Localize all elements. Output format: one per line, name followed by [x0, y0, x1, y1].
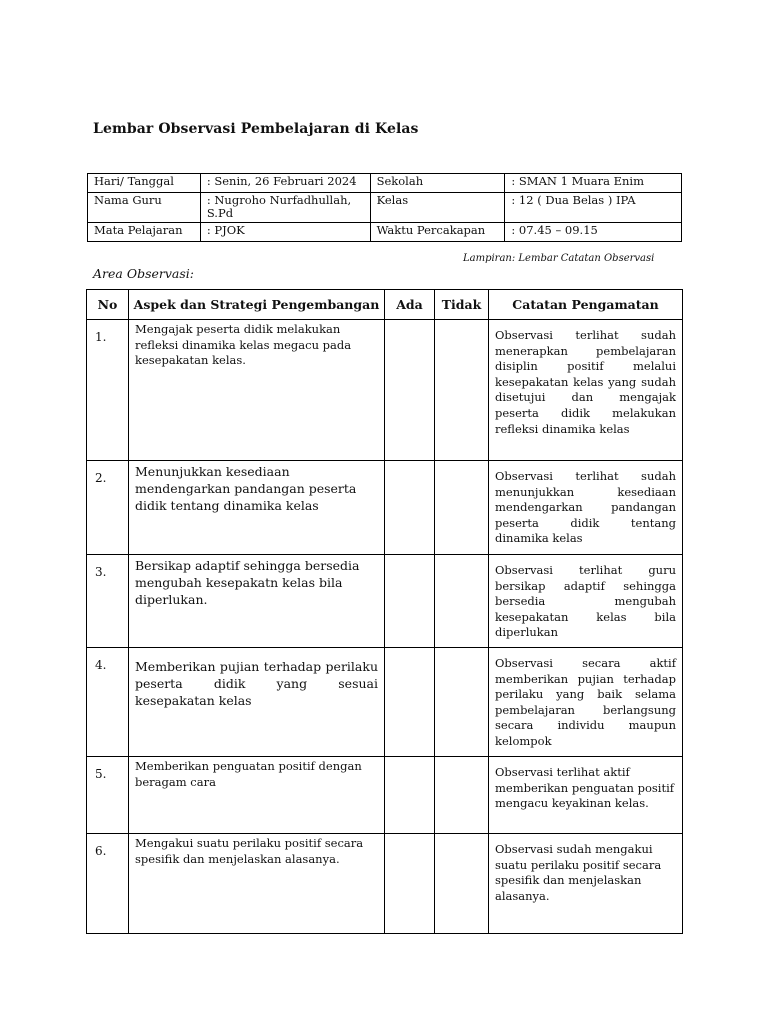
ada-checkbox-cell[interactable]	[385, 461, 435, 555]
info-value: : Senin, 26 Februari 2024	[200, 174, 370, 193]
info-row-date	[88, 174, 682, 193]
row-number: 6.	[87, 834, 129, 934]
info-label: Mata Pelajaran	[88, 223, 201, 242]
info-value: : 12 ( Dua Belas ) IPA	[505, 193, 682, 223]
ada-checkbox-cell[interactable]	[385, 555, 435, 648]
table-header-row	[87, 290, 683, 320]
tidak-checkbox-cell[interactable]	[435, 320, 489, 461]
header-tidak: Tidak	[435, 290, 489, 320]
table-row	[87, 757, 683, 834]
info-label: Nama Guru	[88, 193, 201, 223]
header-ada: Ada	[385, 290, 435, 320]
row-number: 3.	[87, 555, 129, 648]
note-cell: Observasi terlihat sudah menerapkan pembelajaran disiplin positif melalui kesepakatan kelas yang sudah disetujui dan mengajak peserta didik melakukan refleksi dinamika kelas	[489, 320, 683, 461]
aspect-cell: Menunjukkan kesediaan mendengarkan pandangan peserta didik tentang dinamika kelas	[129, 461, 385, 555]
aspect-cell: Memberikan pujian terhadap perilaku peserta didik yang sesuai kesepakatan kelas	[129, 648, 385, 757]
attachment-note: Lampiran: Lembar Catatan Observasi	[463, 253, 655, 264]
aspect-cell: Memberikan penguatan positif dengan beragam cara	[129, 757, 385, 834]
tidak-checkbox-cell[interactable]	[435, 555, 489, 648]
info-label: Sekolah	[370, 174, 505, 193]
tidak-checkbox-cell[interactable]	[435, 461, 489, 555]
info-row-teacher	[88, 193, 682, 223]
table-row	[87, 648, 683, 757]
table-row	[87, 461, 683, 555]
ada-checkbox-cell[interactable]	[385, 834, 435, 934]
note-cell: Observasi terlihat aktif memberikan penguatan positif mengacu keyakinan kelas.	[489, 757, 683, 834]
tidak-checkbox-cell[interactable]	[435, 757, 489, 834]
info-label: Hari/ Tanggal	[88, 174, 201, 193]
info-value: : Nugroho Nurfadhullah, S.Pd	[200, 193, 370, 223]
row-number: 2.	[87, 461, 129, 555]
row-number: 1.	[87, 320, 129, 461]
header-aspect: Aspek dan Strategi Pengembangan	[129, 290, 385, 320]
ada-checkbox-cell[interactable]	[385, 648, 435, 757]
table-row	[87, 320, 683, 461]
observation-table	[86, 289, 683, 934]
table-row	[87, 555, 683, 648]
info-row-subject	[88, 223, 682, 242]
info-table	[87, 173, 682, 242]
ada-checkbox-cell[interactable]	[385, 757, 435, 834]
row-number: 5.	[87, 757, 129, 834]
area-label: Area Observasi:	[93, 266, 195, 281]
row-number: 4.	[87, 648, 129, 757]
aspect-cell: Mengakui suatu perilaku positif secara spesifik dan menjelaskan alasanya.	[129, 834, 385, 934]
info-value: : SMAN 1 Muara Enim	[505, 174, 682, 193]
note-cell: Observasi secara aktif memberikan pujian terhadap perilaku yang baik selama pembelajaran berlangsung secara individu maupun kelompok	[489, 648, 683, 757]
ada-checkbox-cell[interactable]	[385, 320, 435, 461]
header-notes: Catatan Pengamatan	[489, 290, 683, 320]
info-value: : 07.45 – 09.15	[505, 223, 682, 242]
table-row	[87, 834, 683, 934]
info-value: : PJOK	[200, 223, 370, 242]
document-title: Lembar Observasi Pembelajaran di Kelas	[93, 121, 419, 137]
note-cell: Observasi terlihat sudah menunjukkan kesediaan mendengarkan pandangan peserta didik tentang dinamika kelas	[489, 461, 683, 555]
note-cell: Observasi sudah mengakui suatu perilaku positif secara spesifik dan menjelaskan alasanya.	[489, 834, 683, 934]
note-cell: Observasi terlihat guru bersikap adaptif sehingga bersedia mengubah kesepakatan kelas bila diperlukan	[489, 555, 683, 648]
aspect-cell: Bersikap adaptif sehingga bersedia mengubah kesepakatn kelas bila diperlukan.	[129, 555, 385, 648]
info-label: Waktu Percakapan	[370, 223, 505, 242]
aspect-cell: Mengajak peserta didik melakukan refleksi dinamika kelas megacu pada kesepakatan kelas.	[129, 320, 385, 461]
info-label: Kelas	[370, 193, 505, 223]
tidak-checkbox-cell[interactable]	[435, 834, 489, 934]
header-no: No	[87, 290, 129, 320]
tidak-checkbox-cell[interactable]	[435, 648, 489, 757]
